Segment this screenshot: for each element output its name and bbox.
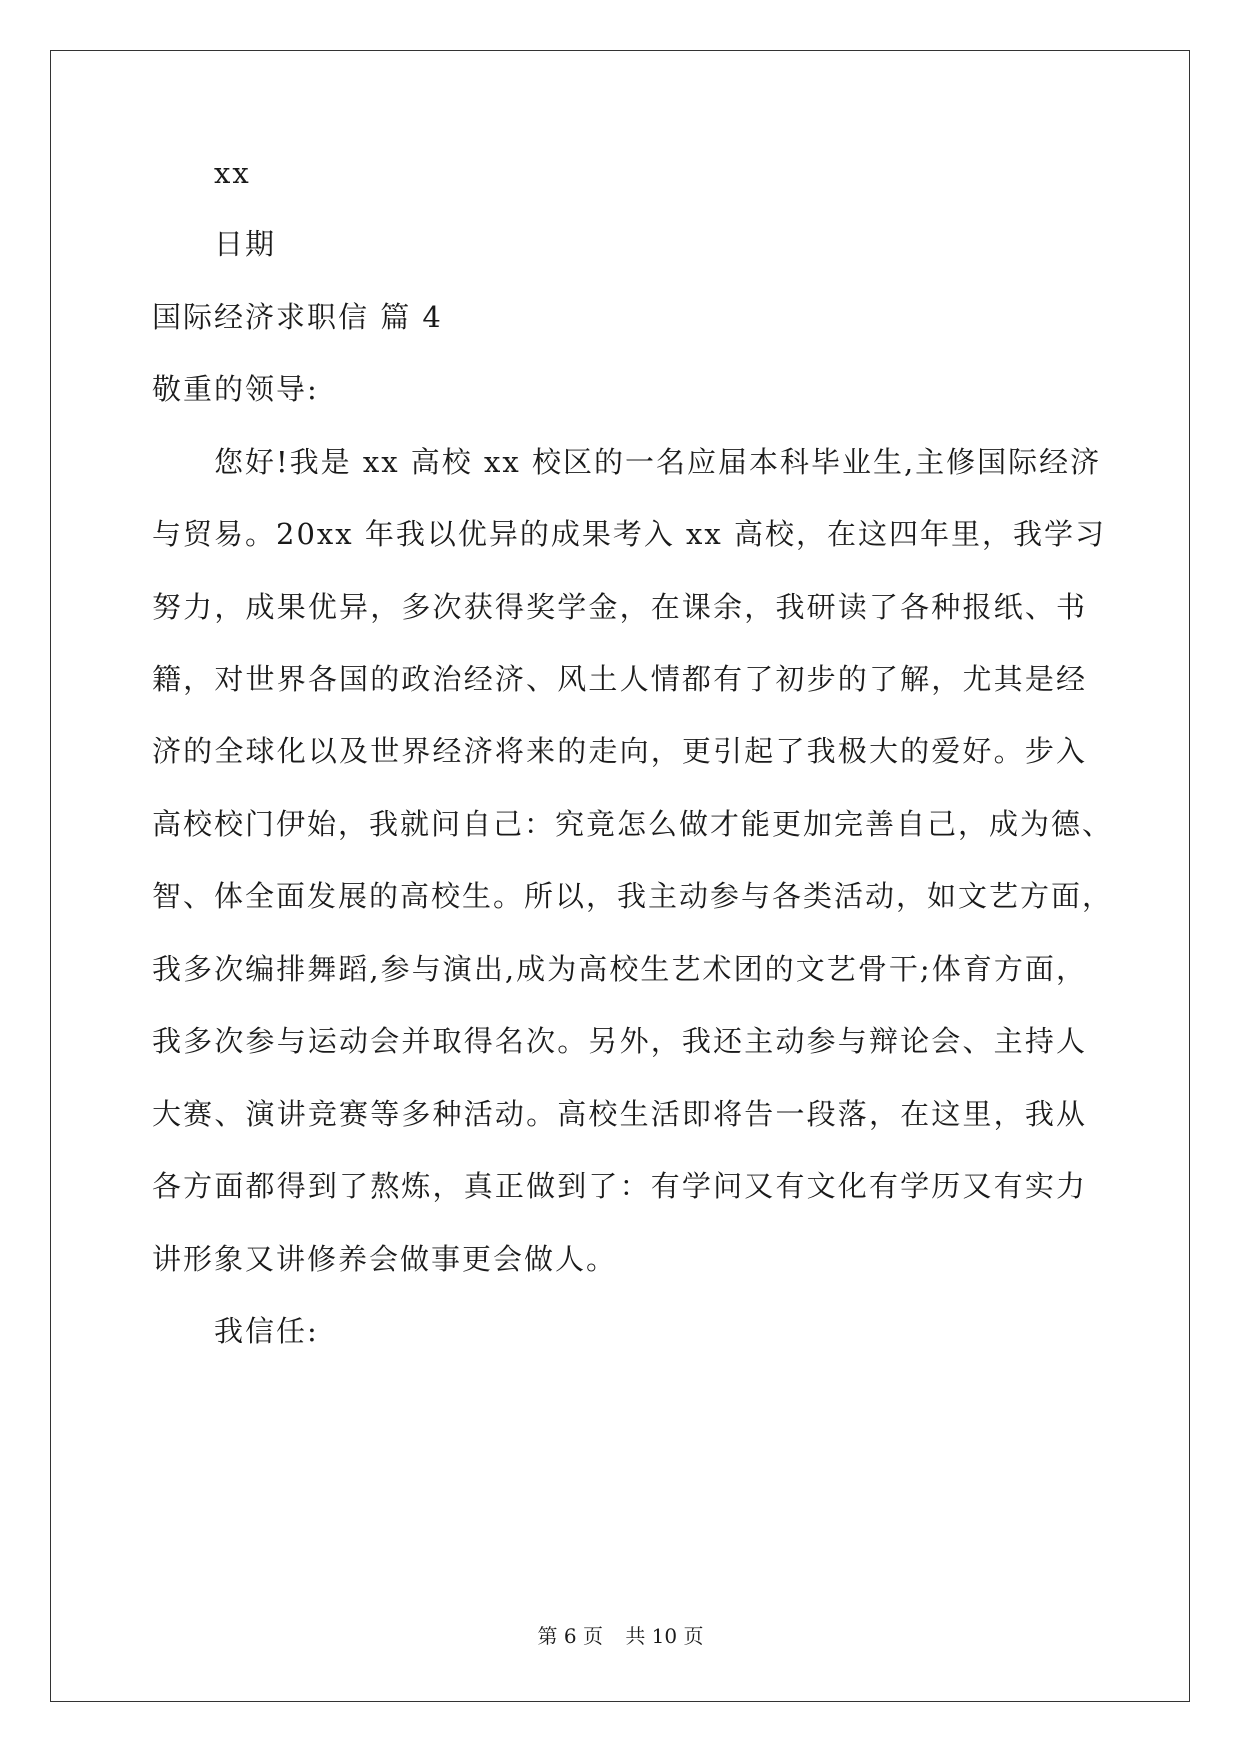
- letter-heading: 国际经济求职信 篇 4: [152, 300, 443, 334]
- paragraph-line: 各方面都得到了熬炼，真正做到了：有学问又有文化有学历又有实力: [152, 1169, 1087, 1203]
- paragraph-line: 您好!我是 xx 高校 xx 校区的一名应届本科毕业生,主修国际经济: [214, 445, 1102, 479]
- page-footer: [0, 1622, 1241, 1650]
- paragraph-line: 与贸易。20xx 年我以优异的成果考入 xx 高校，在这四年里，我学习: [152, 517, 1106, 551]
- paragraph-line: 努力，成果优异，多次获得奖学金，在课余，我研读了各种报纸、书: [152, 590, 1087, 624]
- paragraph-line: 济的全球化以及世界经济将来的走向，更引起了我极大的爱好。步入: [152, 734, 1087, 768]
- paragraph-line: 我多次参与运动会并取得名次。另外，我还主动参与辩论会、主持人: [152, 1024, 1087, 1058]
- paragraph-line: 高校校门伊始，我就问自己：究竟怎么做才能更加完善自己，成为德、: [152, 807, 1114, 841]
- paragraph2-start: 我信任:: [214, 1314, 319, 1348]
- paragraph-line: 大赛、演讲竞赛等多种活动。高校生活即将告一段落，在这里，我从: [152, 1097, 1087, 1131]
- paragraph-line: 我多次编排舞蹈,参与演出,成为高校生艺术团的文艺骨干;体育方面，: [152, 952, 1087, 986]
- date-label: 日期: [214, 227, 277, 261]
- salutation: 敬重的领导:: [152, 372, 319, 406]
- paragraph-line-last: 讲形象又讲修养会做事更会做人。: [152, 1242, 618, 1276]
- paragraph-line: 智、体全面发展的高校生。所以，我主动参与各类活动，如文艺方面，: [152, 879, 1114, 913]
- paragraph-line: 籍，对世界各国的政治经济、风土人情都有了初步的了解，尤其是经: [152, 662, 1087, 696]
- signature-name: xx: [214, 156, 251, 190]
- total-page-count: 共 10 页: [625, 1624, 704, 1648]
- current-page-number: 第 6 页: [537, 1624, 603, 1648]
